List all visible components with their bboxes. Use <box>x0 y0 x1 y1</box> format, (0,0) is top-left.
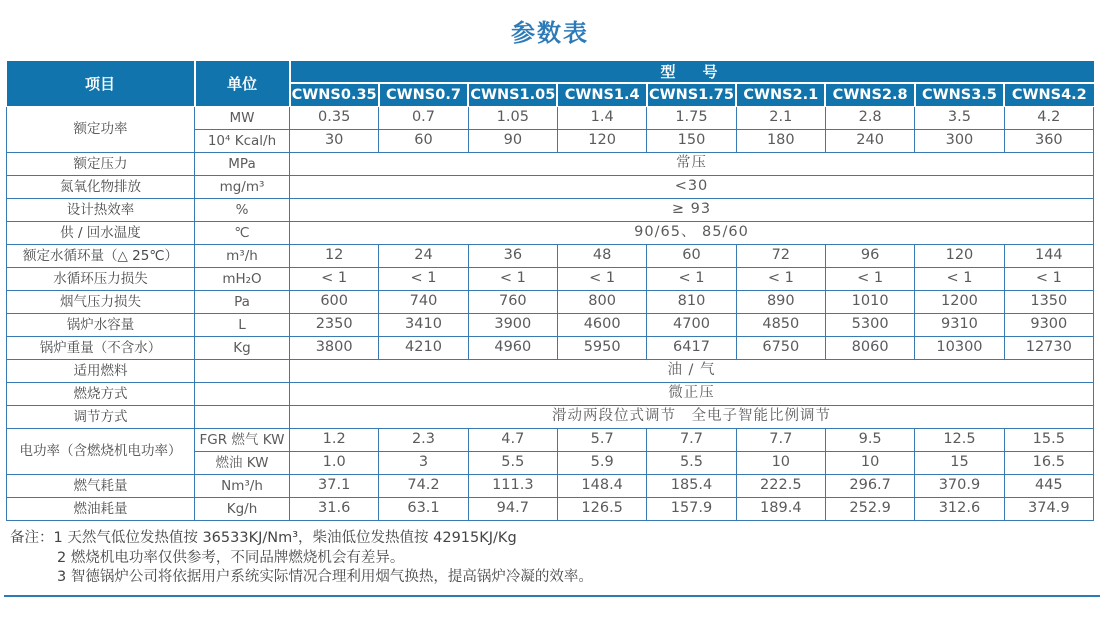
table-row <box>7 475 1094 498</box>
column-header-unit: 单位 <box>195 61 290 107</box>
column-header-item: 项目 <box>7 61 195 107</box>
value-cell: 48 <box>557 245 646 268</box>
value-cell: 5950 <box>557 337 646 360</box>
page-title: 参数表 <box>511 19 589 47</box>
unit-cell: ℃ <box>195 222 290 245</box>
value-cell: 0.35 <box>290 107 379 130</box>
table-row <box>7 268 1094 291</box>
table-row <box>7 107 1094 130</box>
notes-block <box>10 529 1100 588</box>
value-cell: 2.1 <box>736 107 825 130</box>
item-label-cell: 设计热效率 <box>7 199 195 222</box>
unit-cell: Kg <box>195 337 290 360</box>
model-column-header: CWNS2.1 <box>736 83 825 107</box>
table-row <box>7 360 1094 383</box>
value-cell: 12730 <box>1004 337 1093 360</box>
value-cell: 252.9 <box>825 498 914 521</box>
value-cell: 31.6 <box>290 498 379 521</box>
value-cell: 370.9 <box>915 475 1004 498</box>
value-cell: 3.5 <box>915 107 1004 130</box>
model-column-header: CWNS0.35 <box>290 83 379 107</box>
merged-value-cell: 常压 <box>290 153 1094 176</box>
item-label-cell: 额定功率 <box>7 107 195 153</box>
note-line <box>10 549 1100 569</box>
value-cell: 7.7 <box>736 429 825 452</box>
value-cell: < 1 <box>557 268 646 291</box>
value-cell: 296.7 <box>825 475 914 498</box>
value-cell: 16.5 <box>1004 452 1093 475</box>
unit-cell: FGR 燃气 KW <box>195 429 290 452</box>
notes-label: 备注： <box>10 530 54 546</box>
value-cell: < 1 <box>647 268 736 291</box>
note-item: 3 智德锅炉公司将依据用户系统实际情况合理利用烟气换热，提高锅炉冷凝的效率。 <box>57 569 593 585</box>
item-label-cell: 适用燃料 <box>7 360 195 383</box>
model-column-header: CWNS4.2 <box>1004 83 1093 107</box>
value-cell: 94.7 <box>468 498 557 521</box>
unit-cell: m³/h <box>195 245 290 268</box>
value-cell: 10 <box>736 452 825 475</box>
item-label-cell: 供 / 回水温度 <box>7 222 195 245</box>
value-cell: 63.1 <box>379 498 468 521</box>
value-cell: 120 <box>557 130 646 153</box>
unit-cell <box>195 406 290 429</box>
value-cell: 36 <box>468 245 557 268</box>
value-cell: 30 <box>290 130 379 153</box>
model-column-header: CWNS0.7 <box>379 83 468 107</box>
table-body <box>7 107 1094 521</box>
value-cell: 7.7 <box>647 429 736 452</box>
table-row <box>7 429 1094 452</box>
model-column-header: CWNS1.4 <box>557 83 646 107</box>
value-cell: 9310 <box>915 314 1004 337</box>
value-cell: 144 <box>1004 245 1093 268</box>
value-cell: 1010 <box>825 291 914 314</box>
value-cell: 300 <box>915 130 1004 153</box>
item-label-cell: 燃烧方式 <box>7 383 195 406</box>
value-cell: 4960 <box>468 337 557 360</box>
value-cell: 10300 <box>915 337 1004 360</box>
item-label-cell: 氮氧化物排放 <box>7 176 195 199</box>
value-cell: 6750 <box>736 337 825 360</box>
unit-cell: % <box>195 199 290 222</box>
unit-cell: MPa <box>195 153 290 176</box>
value-cell: 312.6 <box>915 498 1004 521</box>
value-cell: 1.0 <box>290 452 379 475</box>
value-cell: 15.5 <box>1004 429 1093 452</box>
value-cell: 360 <box>1004 130 1093 153</box>
value-cell: < 1 <box>1004 268 1093 291</box>
unit-cell <box>195 360 290 383</box>
unit-cell: mg/m³ <box>195 176 290 199</box>
item-label-cell: 烟气压力损失 <box>7 291 195 314</box>
note-line <box>10 568 1100 588</box>
model-column-header: CWNS3.5 <box>915 83 1004 107</box>
item-label-cell: 锅炉重量（不含水） <box>7 337 195 360</box>
value-cell: 2.8 <box>825 107 914 130</box>
header-row-top <box>7 61 1094 83</box>
merged-value-cell: 90/65、 85/60 <box>290 222 1094 245</box>
merged-value-cell: <30 <box>290 176 1094 199</box>
unit-cell: MW <box>195 107 290 130</box>
value-cell: < 1 <box>915 268 1004 291</box>
value-cell: 126.5 <box>557 498 646 521</box>
value-cell: < 1 <box>290 268 379 291</box>
unit-cell: 10⁴ Kcal/h <box>195 130 290 153</box>
merged-value-cell: ≥ 93 <box>290 199 1094 222</box>
value-cell: 150 <box>647 130 736 153</box>
value-cell: 37.1 <box>290 475 379 498</box>
value-cell: 120 <box>915 245 1004 268</box>
value-cell: 9300 <box>1004 314 1093 337</box>
value-cell: 72 <box>736 245 825 268</box>
model-column-header: CWNS1.75 <box>647 83 736 107</box>
value-cell: 1.4 <box>557 107 646 130</box>
value-cell: 4600 <box>557 314 646 337</box>
value-cell: 374.9 <box>1004 498 1093 521</box>
value-cell: 1350 <box>1004 291 1093 314</box>
value-cell: 5.5 <box>647 452 736 475</box>
value-cell: 90 <box>468 130 557 153</box>
table-row <box>7 291 1094 314</box>
table-row <box>7 245 1094 268</box>
column-header-model: 型 号 <box>290 61 1094 83</box>
value-cell: 8060 <box>825 337 914 360</box>
value-cell: 9.5 <box>825 429 914 452</box>
unit-cell: Kg/h <box>195 498 290 521</box>
value-cell: < 1 <box>468 268 557 291</box>
value-cell: 15 <box>915 452 1004 475</box>
model-column-header: CWNS1.05 <box>468 83 557 107</box>
value-cell: 24 <box>379 245 468 268</box>
table-row <box>7 153 1094 176</box>
value-cell: 3800 <box>290 337 379 360</box>
value-cell: 3 <box>379 452 468 475</box>
note-line <box>10 529 1100 549</box>
merged-value-cell: 滑动两段位式调节 全电子智能比例调节 <box>290 406 1094 429</box>
note-item: 1 天然气低位发热值按 36533KJ/Nm³，柴油低位发热值按 42915KJ/Kg <box>53 530 517 546</box>
merged-value-cell: 油 / 气 <box>290 360 1094 383</box>
value-cell: < 1 <box>825 268 914 291</box>
value-cell: 12.5 <box>915 429 1004 452</box>
table-row <box>7 406 1094 429</box>
value-cell: 180 <box>736 130 825 153</box>
value-cell: 1.05 <box>468 107 557 130</box>
value-cell: 4850 <box>736 314 825 337</box>
table-row <box>7 337 1094 360</box>
value-cell: 600 <box>290 291 379 314</box>
value-cell: 4700 <box>647 314 736 337</box>
value-cell: 96 <box>825 245 914 268</box>
parameter-table <box>6 61 1094 521</box>
merged-value-cell: 微正压 <box>290 383 1094 406</box>
item-label-cell: 锅炉水容量 <box>7 314 195 337</box>
value-cell: 6417 <box>647 337 736 360</box>
value-cell: 445 <box>1004 475 1093 498</box>
value-cell: 222.5 <box>736 475 825 498</box>
value-cell: 5.5 <box>468 452 557 475</box>
unit-cell: Nm³/h <box>195 475 290 498</box>
value-cell: 5.7 <box>557 429 646 452</box>
value-cell: 5300 <box>825 314 914 337</box>
value-cell: 800 <box>557 291 646 314</box>
value-cell: 60 <box>647 245 736 268</box>
value-cell: 240 <box>825 130 914 153</box>
value-cell: 10 <box>825 452 914 475</box>
item-label-cell: 水循环压力损失 <box>7 268 195 291</box>
value-cell: 3900 <box>468 314 557 337</box>
table-row <box>7 176 1094 199</box>
value-cell: < 1 <box>736 268 825 291</box>
table-row <box>7 314 1094 337</box>
note-item: 2 燃烧机电功率仅供参考，不同品牌燃烧机会有差异。 <box>57 549 405 566</box>
item-label-cell: 额定压力 <box>7 153 195 176</box>
value-cell: 12 <box>290 245 379 268</box>
value-cell: 189.4 <box>736 498 825 521</box>
value-cell: 1.75 <box>647 107 736 130</box>
unit-cell: Pa <box>195 291 290 314</box>
unit-cell <box>195 383 290 406</box>
value-cell: 2.3 <box>379 429 468 452</box>
value-cell: 74.2 <box>379 475 468 498</box>
table-header <box>7 61 1094 107</box>
bottom-divider <box>4 595 1100 597</box>
item-label-cell: 燃气耗量 <box>7 475 195 498</box>
unit-cell: 燃油 KW <box>195 452 290 475</box>
value-cell: 740 <box>379 291 468 314</box>
item-label-cell: 燃油耗量 <box>7 498 195 521</box>
value-cell: 760 <box>468 291 557 314</box>
value-cell: 60 <box>379 130 468 153</box>
item-label-cell: 额定水循环量（△ 25℃） <box>7 245 195 268</box>
value-cell: 0.7 <box>379 107 468 130</box>
table-row <box>7 498 1094 521</box>
model-column-header: CWNS2.8 <box>825 83 914 107</box>
table-row <box>7 222 1094 245</box>
unit-cell: L <box>195 314 290 337</box>
value-cell: 4.2 <box>1004 107 1093 130</box>
table-row <box>7 383 1094 406</box>
table-row <box>7 199 1094 222</box>
value-cell: 185.4 <box>647 475 736 498</box>
value-cell: 1.2 <box>290 429 379 452</box>
value-cell: < 1 <box>379 268 468 291</box>
value-cell: 148.4 <box>557 475 646 498</box>
value-cell: 2350 <box>290 314 379 337</box>
value-cell: 890 <box>736 291 825 314</box>
value-cell: 5.9 <box>557 452 646 475</box>
value-cell: 1200 <box>915 291 1004 314</box>
value-cell: 810 <box>647 291 736 314</box>
value-cell: 157.9 <box>647 498 736 521</box>
value-cell: 4210 <box>379 337 468 360</box>
value-cell: 111.3 <box>468 475 557 498</box>
value-cell: 3410 <box>379 314 468 337</box>
unit-cell: mH₂O <box>195 268 290 291</box>
item-label-cell: 调节方式 <box>7 406 195 429</box>
value-cell: 4.7 <box>468 429 557 452</box>
item-label-cell: 电功率（含燃烧机电功率） <box>7 429 195 475</box>
